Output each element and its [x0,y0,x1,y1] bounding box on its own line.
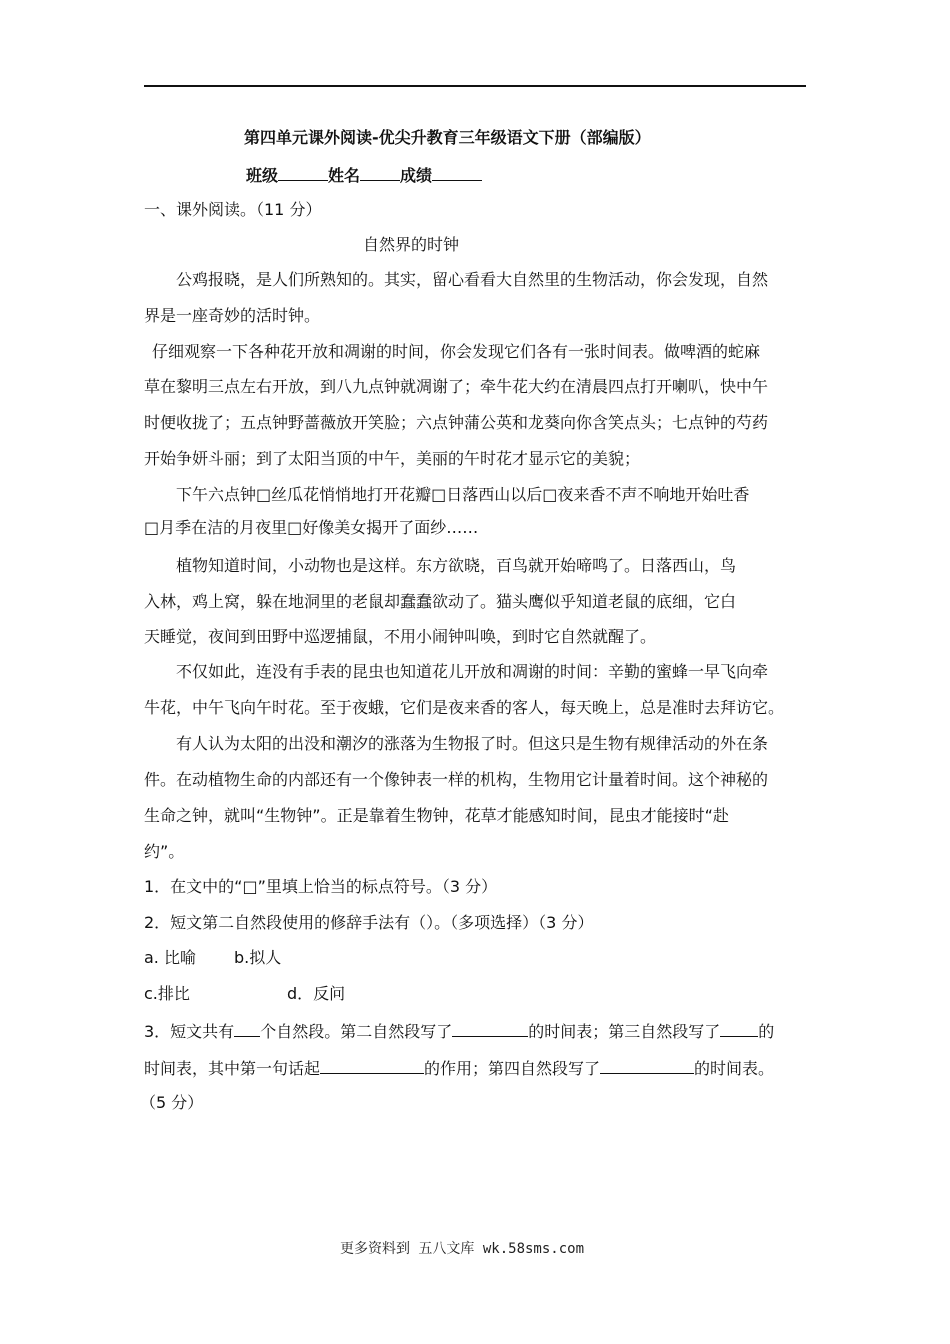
class-label: 班级 [246,166,279,185]
option-d[interactable]: d．反问 [287,984,346,1003]
q3-text: 的时间表。 [694,1059,775,1078]
option-a[interactable]: a. 比喻 [144,948,196,967]
q3-blank-2[interactable] [452,1020,528,1037]
passage-line: 天睡觉，夜间到田野中巡逻捕鼠，不用小闹钟叫唤，到时它自然就醒了。 [144,627,657,646]
score-field[interactable] [432,164,482,181]
section-heading: 一、课外阅读。（11 分） [144,200,322,219]
passage-line: 下午六点钟□丝瓜花悄悄地打开花瓣□日落西山以后□夜来香不声不响地开始吐香 [176,485,750,504]
passage-line: 有人认为太阳的出没和潮汐的涨落为生物报了时。但这只是生物有规律活动的外在条 [176,734,769,753]
q3-text: 的作用；第四自然段写了 [424,1059,601,1078]
page-title: 第四单元课外阅读-优尖升教育三年级语文下册（部编版） [244,128,651,147]
passage-line: 入林，鸡上窝，躲在地洞里的老鼠却蠢蠢欲动了。猫头鹰似乎知道老鼠的底细，它白 [144,592,737,611]
q3-blank-1[interactable] [234,1020,260,1037]
header-rule [144,85,806,87]
score-label: 成绩 [400,166,433,185]
passage-line: 不仅如此，连没有手表的昆虫也知道花儿开放和凋谢的时间：辛勤的蜜蜂一早飞向牵 [176,662,769,681]
footer-link[interactable]: 更多资料到 五八文库 wk.58sms.com [340,1241,585,1257]
q3-text: 3．短文共有 [144,1022,235,1041]
q3-text: 的时间表；第三自然段写了 [528,1022,721,1041]
option-c[interactable]: c.排比 [144,984,190,1003]
passage-title: 自然界的时钟 [363,235,460,254]
passage-line: 开始争妍斗丽；到了太阳当顶的中午，美丽的午时花才显示它的美貌； [144,449,641,468]
passage-line: 牛花，中午飞向午时花。至于夜蛾，它们是夜来香的客人，每天晚上，总是准时去拜访它。 [144,698,785,717]
q3-text: 的 [758,1022,775,1041]
question-3-line-1 [144,1020,774,1042]
q3-blank-5[interactable] [600,1057,694,1074]
passage-line: 仔细观察一下各种花开放和凋谢的时间，你会发现它们各有一张时间表。做啤酒的蛇麻 [152,342,761,361]
passage-line: 生命之钟，就叫“生物钟”。正是靠着生物钟，花草才能感知时间，昆虫才能接时“赴 [144,806,729,825]
passage-line: 时便收拢了；五点钟野蔷薇放开笑脸；六点钟蒲公英和龙葵向你含笑点头；七点钟的芍药 [144,413,769,432]
q3-text: 时间表，其中第一句话起 [144,1059,321,1078]
name-label: 姓名 [328,166,361,185]
passage-line: 草在黎明三点左右开放，到八九点钟就凋谢了；牵牛花大约在清晨四点打开喇叭，快中午 [144,377,769,396]
passage-line: 植物知道时间，小动物也是这样。东方欲晓，百鸟就开始啼鸣了。日落西山，鸟 [176,556,737,575]
question-1: 1．在文中的“□”里填上恰当的标点符号。（3 分） [144,877,498,896]
class-field[interactable] [278,164,328,181]
question-2: 2．短文第二自然段使用的修辞手法有（）。（多项选择）（3 分） [144,913,594,932]
passage-line: 约”。 [144,842,185,861]
name-field[interactable] [360,164,400,181]
option-b[interactable]: b.拟人 [234,948,282,967]
passage-line: 界是一座奇妙的活时钟。 [144,306,321,325]
q3-blank-3[interactable] [720,1020,758,1037]
q3-blank-4[interactable] [320,1057,424,1074]
passage-line: □月季在洁的月夜里□好像美女揭开了面纱…… [144,518,479,537]
question-3-line-2 [144,1057,774,1079]
question-3-score: （5 分） [140,1093,204,1112]
passage-line: 公鸡报晓，是人们所熟知的。其实，留心看看大自然里的生物活动，你会发现，自然 [176,270,769,289]
passage-line: 件。在动植物生命的内部还有一个像钟表一样的机构，生物用它计量着时间。这个神秘的 [144,770,769,789]
student-info-line [246,164,482,186]
q3-text: 个自然段。第二自然段写了 [260,1022,453,1041]
